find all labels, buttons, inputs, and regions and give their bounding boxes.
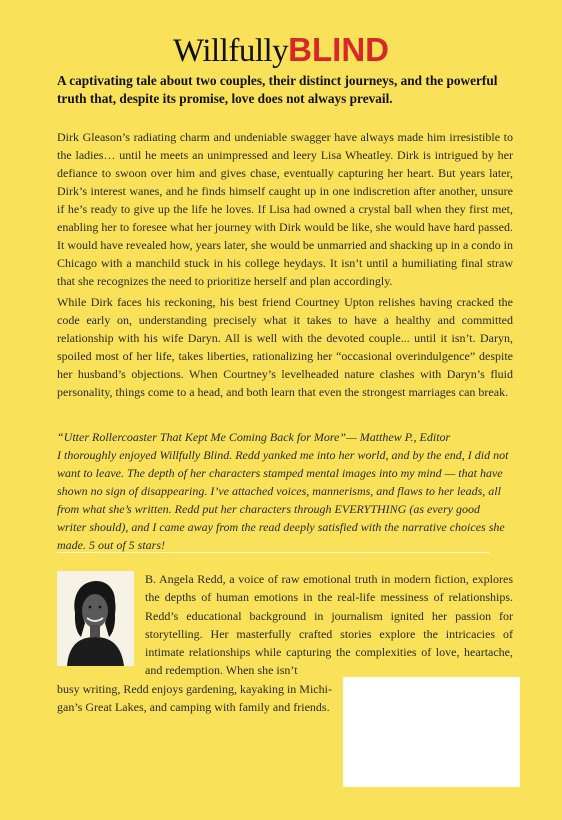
author-bio-part-2: busy writing, Redd enjoys gardening, kayaking in Michigan’s Great Lakes, and camping with family and friends. (57, 682, 332, 715)
review-body: I thoroughly enjoyed Willfully Blind. Redd yanked me into her world, and by the end, I did not want to leave. The depth of her characters stamped mental images into my mind — that have shown no sign of disappearing. I’ve attached voices, mannerisms, and flaws to her leads, all from what she’s written. Redd put her characters through EVERYTHING (as every good writer should), and I came away from the read deeply satisfied with the narrative choices she made. 5 out of 5 stars! (57, 448, 509, 552)
title-willfully: Willfully (173, 33, 289, 69)
review-heading: “Utter Rollercoaster That Kept Me Coming Back for More”— Matthew P., Editor (57, 430, 451, 444)
book-title (0, 30, 562, 71)
synopsis-paragraph-2: While Dirk faces his reckoning, his best friend Courtney Upton relishes having cracked the code early on, understanding precisely what it takes to have a healthy and committed relationship with his wife Daryn. All is well with the devoted couple... until it isn’t. Daryn, spoiled most of her life, takes liberties, rationalizing her “occasional overindulgence” despite her husband’s objections. When Courtney’s levelheaded nature clashes with Daryn’s fluid personality, things come to a head, and both learn that even the strongest marriages can break. (57, 295, 513, 399)
review-block (57, 428, 509, 554)
author-bio-part-1: B. Angela Redd, a voice of raw emotional truth in modern fiction, explores the depths of human emotions in the real-life messiness of relationships. Redd’s educational background in journalism ignited her passion for storytelling. Her masterfully crafted stories explore the intricacies of intimate relationships while capturing the complexities of love, heartache, and redemption. When she isn’t (145, 572, 513, 678)
title-blind: BLIND (288, 31, 389, 68)
barcode-placeholder (343, 677, 520, 787)
author-photo (57, 571, 134, 666)
synopsis-paragraph-1: Dirk Gleason’s radiating charm and undeniable swagger have always made him irresistible to the ladies… until he meets an unimpressed and leery Lisa Wheatley. Dirk is intrigued by her defiance to swoon over him and gives chase, eventually capturing her heart. But years later, Dirk’s interest wanes, and he finds himself caught up in one indiscretion after another, unsure if he’s ready to give up the life he loves. If Lisa had owned a crystal ball when they first met, enabling her to foresee what her journey with Dirk would be like, she would have hard passed. It would have revealed how, years later, she would be unmarried and shacking up in a condo in Chicago with a manchild stuck in his college heydays. It isn’t until a humiliating final straw that she recognizes the need to prioritize herself and plan accordingly. (57, 130, 513, 288)
divider-rule (57, 552, 490, 553)
tagline: A captivating tale about two couples, their distinct journeys, and the powerful truth that, despite its promise, love does not always prevail. (57, 73, 498, 106)
